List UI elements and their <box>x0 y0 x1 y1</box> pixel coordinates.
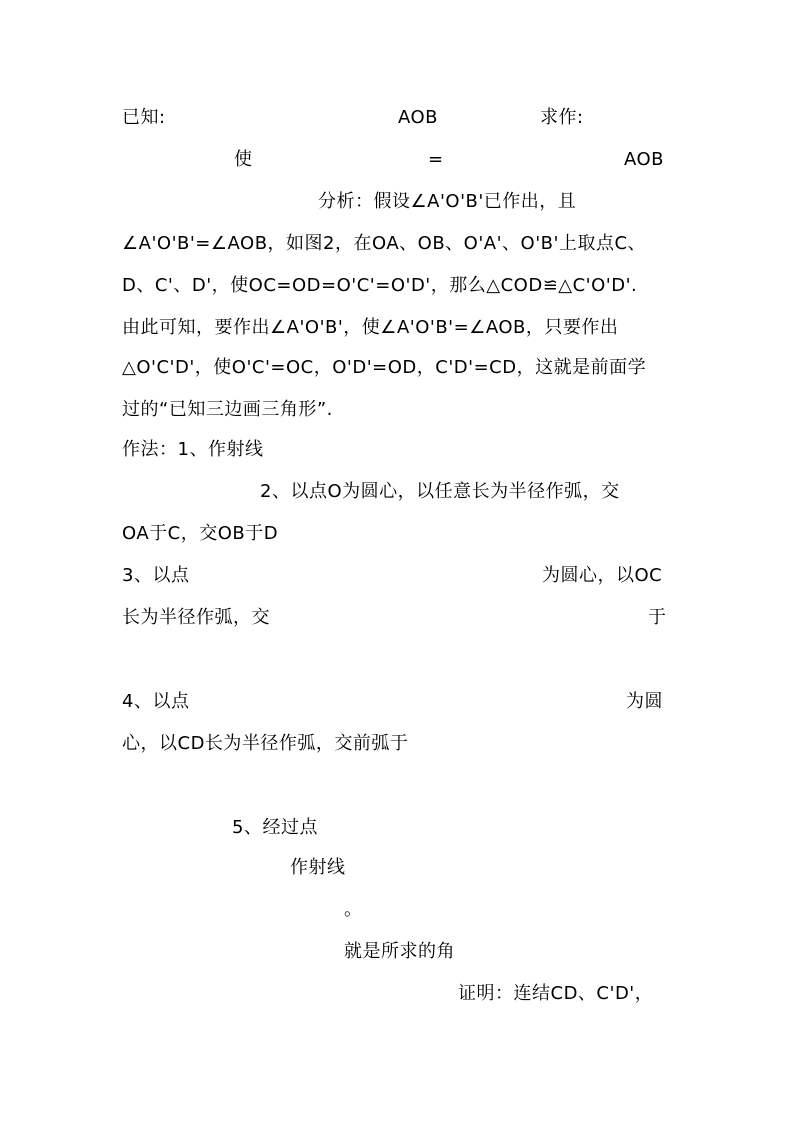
method-step-1: 作法：1、作射线 <box>122 439 264 460</box>
method-step-3: 3、以点 <box>122 565 190 586</box>
given-angle: AOB <box>398 107 439 128</box>
construct-label: 求作: <box>540 107 584 128</box>
method-step-2: 2、以点O为圆心，以任意长为半径作弧，交 <box>260 481 620 502</box>
method-step-5-ray: 作射线 <box>290 857 346 878</box>
method-step-3-center: 为圆心，以OC <box>542 565 663 586</box>
equals-sign: = <box>428 149 444 170</box>
analysis-line-4: 由此可知，要作出∠A'O'B'，使∠A'O'B'=∠AOB，只要作出 <box>122 317 619 338</box>
proof-start: 证明：连结CD、C'D'， <box>458 983 654 1004</box>
make-label: 使 <box>234 149 253 170</box>
analysis-line-3: D、C'、D'，使OC=OD=O'C'=O'D'，那么△COD≌△C'O'D'. <box>122 275 638 296</box>
result-statement: 就是所求的角 <box>344 941 455 962</box>
analysis-line-6: 过的“已知三边画三角形”. <box>122 399 333 420</box>
method-step-3-at: 于 <box>648 607 667 628</box>
method-step-4-cont: 心，以CD长为半径作弧，交前弧于 <box>122 733 409 754</box>
target-angle: AOB <box>624 149 665 170</box>
period-mark: 。 <box>344 899 363 920</box>
analysis-line-2: ∠A'O'B'=∠AOB，如图2，在OA、OB、O'A'、O'B'上取点C、 <box>122 233 647 254</box>
analysis-line-5: △O'C'D'，使O'C'=OC，O'D'=OD，C'D'=CD，这就是前面学 <box>122 357 647 378</box>
method-step-5: 5、经过点 <box>232 817 318 838</box>
given-label: 已知: <box>122 107 166 128</box>
method-step-4-center: 为圆 <box>626 691 663 712</box>
analysis-line-1: 分析：假设∠A'O'B'已作出，且 <box>318 191 577 212</box>
method-step-4: 4、以点 <box>122 691 190 712</box>
method-step-2-cont: OA于C，交OB于D <box>122 523 279 544</box>
method-step-3-cont: 长为半径作弧，交 <box>122 607 270 628</box>
